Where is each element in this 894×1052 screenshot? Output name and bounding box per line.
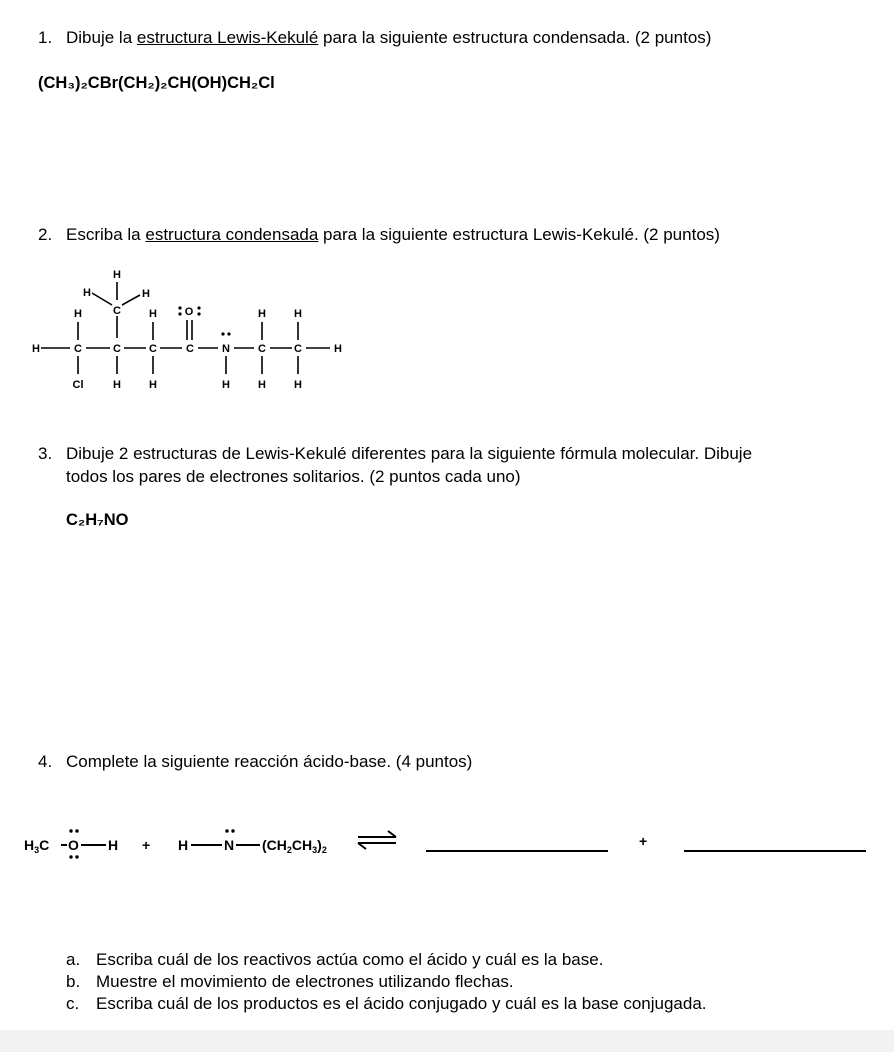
page-bottom-edge [0, 1030, 894, 1052]
svg-text:H: H [32, 343, 40, 355]
svg-text:H: H [83, 287, 91, 299]
svg-text:H: H [149, 379, 157, 391]
svg-text:C: C [258, 343, 266, 355]
q4-reaction [20, 822, 420, 872]
svg-text:N: N [224, 837, 235, 853]
product-blank-2[interactable] [684, 850, 866, 852]
question-1-text: Dibuje la estructura Lewis-Kekulé para la siguiente estructura condensada. (2 puntos) [66, 28, 712, 47]
svg-text:H: H [258, 379, 266, 391]
svg-text:H: H [149, 308, 157, 320]
q3-molecular-formula: C₂H₇NO [66, 511, 129, 529]
svg-text:(CH2CH3)2: $(CH_2CH_3)_2$ [262, 837, 327, 855]
svg-text:H: H [222, 379, 230, 391]
svg-text:O: O [184, 306, 194, 318]
svg-text:C: C [294, 343, 302, 355]
equilibrium-arrow-icon [358, 831, 396, 849]
question-3-line-1: Dibuje 2 estructuras de Lewis-Kekulé diferentes para la siguiente fórmula molecular. Dibuje [66, 444, 753, 463]
svg-text:C: C [74, 343, 82, 355]
q4-item-b: b. Muestre el movimiento de electrones utilizando flechas. [66, 972, 514, 991]
svg-text:C: C [149, 343, 157, 355]
svg-text:H: H [178, 837, 189, 853]
q1-underlined-term: estructura Lewis-Kekulé [136, 28, 319, 47]
svg-text:H: H [294, 379, 302, 391]
svg-text:H: H [74, 308, 82, 320]
svg-text:H: H [113, 269, 121, 281]
svg-text:N: N [222, 343, 230, 355]
products-plus: + [639, 833, 648, 849]
question-4-number: 4. [38, 752, 53, 771]
svg-text:H3C: $H_3C$ [24, 837, 50, 855]
q2-underlined-term: estructura condensada [145, 225, 319, 244]
svg-text:C: C [186, 343, 194, 355]
svg-text:C: C [113, 305, 121, 317]
product-blank-1[interactable] [426, 850, 608, 852]
question-1-number: 1. [38, 28, 53, 47]
svg-text:H: H [294, 308, 302, 320]
svg-text:+: + [142, 837, 151, 853]
question-2-text: Escriba la estructura condensada para la siguiente estructura Lewis-Kekulé. (2 puntos) [66, 225, 720, 244]
svg-text:H: H [334, 343, 342, 355]
q4-item-a: a. Escriba cuál de los reactivos actúa como el ácido y cuál es la base. [66, 950, 604, 969]
q4-item-c: c. Escriba cuál de los productos es el ácido conjugado y cuál es la base conjugada. [66, 994, 707, 1013]
svg-text:H: H [142, 288, 150, 300]
question-3-number: 3. [38, 444, 53, 463]
svg-text:O: O [68, 837, 79, 853]
svg-text:C: C [113, 343, 121, 355]
svg-text:H: H [258, 308, 266, 320]
q2-lewis-structure [30, 262, 360, 402]
svg-text:H: H [113, 379, 121, 391]
question-2-number: 2. [38, 225, 53, 244]
q1-condensed-formula: (CH₃)₂CBr(CH₂)₂CH(OH)CH₂Cl [38, 74, 275, 92]
question-3-line-2: todos los pares de electrones solitarios. (2 puntos cada uno) [66, 467, 521, 486]
question-4-text: Complete la siguiente reacción ácido-base. (4 puntos) [66, 752, 473, 771]
svg-text:H: H [108, 837, 119, 853]
svg-text:Cl: Cl [72, 379, 84, 391]
